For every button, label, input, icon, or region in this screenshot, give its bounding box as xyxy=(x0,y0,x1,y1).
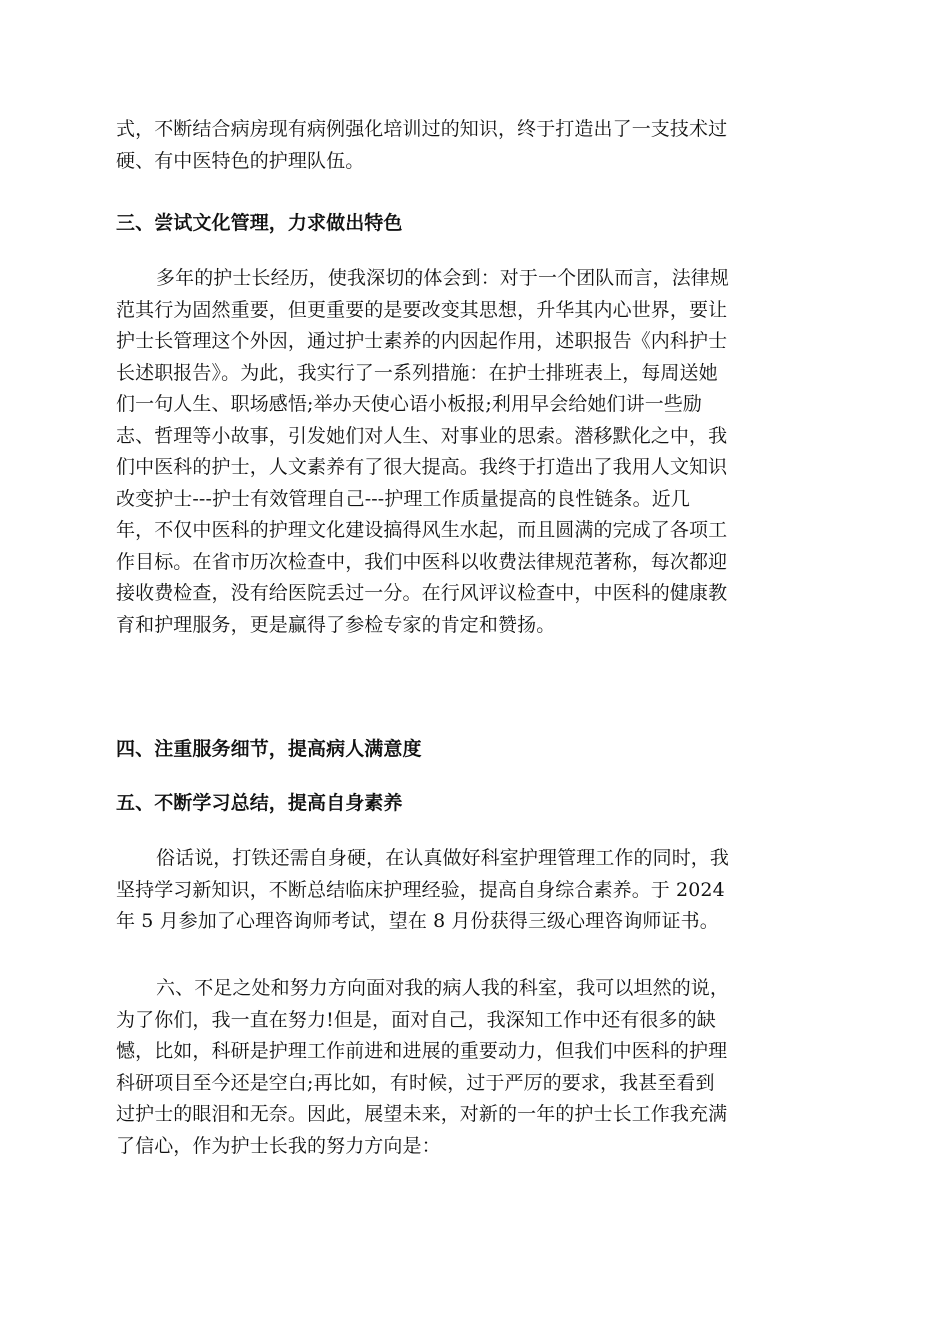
text-line: 改变护士---护士有效管理自己---护理工作质量提高的良性链条。近几 xyxy=(116,487,690,510)
paragraph-continued xyxy=(116,114,836,177)
text-line: 过护士的眼泪和无奈。因此，展望未来，对新的一年的护士长工作我充满 xyxy=(116,1103,728,1125)
text-line: 憾，比如，科研是护理工作前进和进展的重要动力，但我们中医科的护理 xyxy=(116,1040,728,1062)
paragraph-section-6 xyxy=(116,973,836,1162)
paragraph-section-5 xyxy=(116,843,836,938)
text-line: 长述职报告》。为此，我实行了一系列措施：在护士排班表上，每周送她 xyxy=(116,361,718,384)
section-heading-4: 四、注重服务细节，提高病人满意度 xyxy=(116,738,422,760)
text-line: 护士长管理这个外因，通过护士素养的内因起作用，述职报告《内科护士 xyxy=(116,330,728,352)
text-line: 俗话说，打铁还需自身硬，在认真做好科室护理管理工作的同时，我 xyxy=(156,847,730,869)
text-line: 为了你们，我一直在努力!但是，面对自己，我深知工作中还有很多的缺 xyxy=(116,1008,716,1031)
text-line: 范其行为固然重要，但更重要的是要改变其思想，升华其内心世界，要让 xyxy=(116,298,728,321)
paragraph-section-3 xyxy=(116,263,836,641)
text-line: 作目标。在省市历次检查中，我们中医科以收费法律规范著称，每次都迎 xyxy=(116,550,728,573)
text-line: 多年的护士长经历，使我深切的体会到：对于一个团队而言，法律规 xyxy=(156,267,730,289)
section-heading-5: 五、不断学习总结，提高自身素养 xyxy=(116,792,403,814)
text-line: 志、哲理等小故事，引发她们对人生、对事业的思索。潜移默化之中，我 xyxy=(116,424,728,447)
text-line: 年，不仅中医科的护理文化建设搞得风生水起，而且圆满的完成了各项工 xyxy=(116,519,728,541)
text-line: 了信心，作为护士长我的努力方向是： xyxy=(116,1134,441,1157)
section-heading-3: 三、尝试文化管理，力求做出特色 xyxy=(116,212,403,234)
text-line: 育和护理服务，更是赢得了参检专家的肯定和赞扬。 xyxy=(116,613,556,636)
text-line: 硬、有中医特色的护理队伍。 xyxy=(116,149,365,172)
text-line: 们中医科的护士，人文素养有了很大提高。我终于打造出了我用人文知识 xyxy=(116,456,728,478)
text-line: 六、不足之处和努力方向面对我的病人我的科室，我可以坦然的说， xyxy=(156,977,730,999)
text-line: 年 5 月参加了心理咨询师考试，望在 8 月份获得三级心理咨询师证书。 xyxy=(116,910,719,932)
text-line: 科研项目至今还是空白;再比如，有时候，过于严厉的要求，我甚至看到 xyxy=(116,1071,715,1094)
text-line: 接收费检查，没有给医院丢过一分。在行风评议检查中，中医科的健康教 xyxy=(116,582,728,604)
text-line: 们一句人生、职场感悟;举办天使心语小板报;利用早会给她们讲一些励 xyxy=(116,393,703,415)
text-line: 式，不断结合病房现有病例强化培训过的知识，终于打造出了一支技术过 xyxy=(116,118,728,140)
text-line: 坚持学习新知识，不断总结临床护理经验，提高自身综合素养。于 2024 xyxy=(116,878,725,901)
